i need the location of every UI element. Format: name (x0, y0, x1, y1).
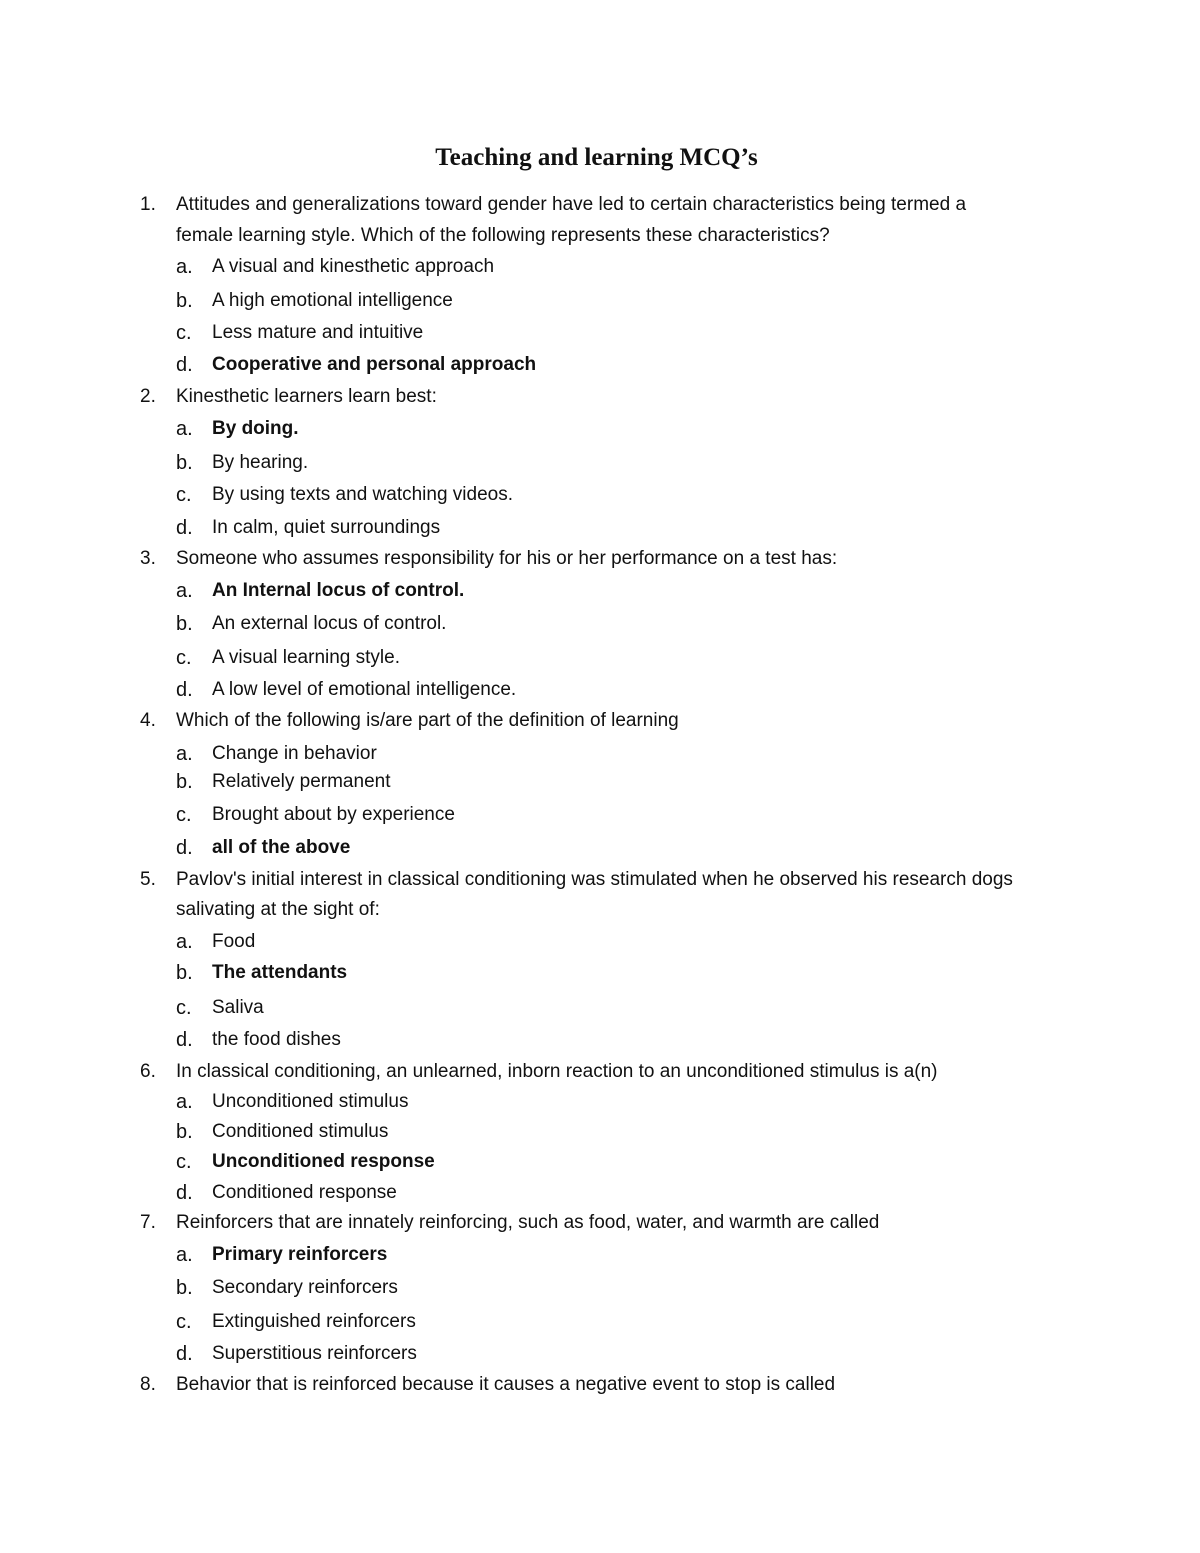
question-text: female learning style. Which of the following represents these characteristics? (176, 225, 830, 246)
option-text: Less mature and intuitive (212, 322, 424, 343)
question-text: In classical conditioning, an unlearned, inborn reaction to an unconditioned stimulus is a(n) (176, 1061, 938, 1082)
option-text: Conditioned response (212, 1182, 397, 1203)
option-text: Conditioned stimulus (212, 1121, 389, 1142)
option-letter: c. (176, 1151, 192, 1173)
question-text: Behavior that is reinforced because it causes a negative event to stop is called (176, 1374, 836, 1395)
option-text: Superstitious reinforcers (212, 1343, 417, 1364)
correct-option-text: The attendants (212, 962, 348, 983)
option-letter: b. (176, 771, 193, 793)
option-letter: a. (176, 743, 193, 765)
question-number: 5. (140, 869, 156, 890)
option-text: By hearing. (212, 452, 309, 473)
option-text: Change in behavior (212, 743, 377, 764)
question-number: 3. (140, 548, 156, 569)
option-text: the food dishes (212, 1029, 341, 1050)
option-letter: b. (176, 1277, 193, 1299)
option-text: A low level of emotional intelligence. (212, 679, 517, 700)
option-text: Food (212, 931, 256, 952)
question-number: 7. (140, 1212, 156, 1233)
correct-option-text: Cooperative and personal approach (212, 354, 537, 375)
question-text: Kinesthetic learners learn best: (176, 386, 437, 407)
question-text: Which of the following is/are part of the definition of learning (176, 710, 679, 731)
option-letter: a. (176, 256, 193, 278)
option-letter: d. (176, 1029, 193, 1051)
correct-option-text: By doing. (212, 418, 299, 439)
correct-option-text: all of the above (212, 837, 351, 858)
option-letter: c. (176, 322, 192, 344)
question-number: 2. (140, 386, 156, 407)
option-text: Unconditioned stimulus (212, 1091, 409, 1112)
option-text: In calm, quiet surroundings (212, 517, 441, 538)
option-letter: b. (176, 1121, 193, 1143)
option-letter: a. (176, 418, 193, 440)
option-letter: d. (176, 1182, 193, 1204)
option-letter: a. (176, 931, 193, 953)
option-letter: d. (176, 1343, 193, 1365)
option-letter: d. (176, 517, 193, 539)
option-letter: b. (176, 290, 193, 312)
question-number: 6. (140, 1061, 156, 1082)
option-letter: c. (176, 1311, 192, 1333)
option-text: An external locus of control. (212, 613, 447, 634)
option-text: Secondary reinforcers (212, 1277, 398, 1298)
option-text: A visual and kinesthetic approach (212, 256, 495, 277)
option-letter: a. (176, 1244, 193, 1266)
option-letter: d. (176, 837, 193, 859)
option-text: Extinguished reinforcers (212, 1311, 416, 1332)
question-number: 8. (140, 1374, 156, 1395)
option-letter: b. (176, 962, 193, 984)
correct-option-text: Primary reinforcers (212, 1244, 388, 1265)
option-letter: a. (176, 580, 193, 602)
option-letter: c. (176, 804, 192, 826)
option-text: By using texts and watching videos. (212, 484, 514, 505)
question-number: 4. (140, 710, 156, 731)
page-title: Teaching and learning MCQ’s (435, 144, 758, 171)
option-text: A high emotional intelligence (212, 290, 453, 311)
question-text: salivating at the sight of: (176, 899, 380, 920)
option-letter: c. (176, 647, 192, 669)
option-letter: c. (176, 997, 192, 1019)
option-letter: c. (176, 484, 192, 506)
option-text: Relatively permanent (212, 771, 391, 792)
question-text: Pavlov's initial interest in classical conditioning was stimulated when he observed his research dogs (176, 869, 1013, 890)
question-number: 1. (140, 194, 156, 215)
correct-option-text: An Internal locus of control. (212, 580, 465, 601)
option-text: Brought about by experience (212, 804, 455, 825)
question-text: Someone who assumes responsibility for his or her performance on a test has: (176, 548, 838, 569)
option-letter: b. (176, 613, 193, 635)
option-letter: a. (176, 1091, 193, 1113)
question-text: Attitudes and generalizations toward gender have led to certain characteristics being termed a (176, 194, 967, 215)
option-text: Saliva (212, 997, 264, 1018)
question-text: Reinforcers that are innately reinforcing, such as food, water, and warmth are called (176, 1212, 880, 1233)
correct-option-text: Unconditioned response (212, 1151, 435, 1172)
option-letter: d. (176, 354, 193, 376)
option-letter: d. (176, 679, 193, 701)
option-text: A visual learning style. (212, 647, 400, 668)
option-letter: b. (176, 452, 193, 474)
